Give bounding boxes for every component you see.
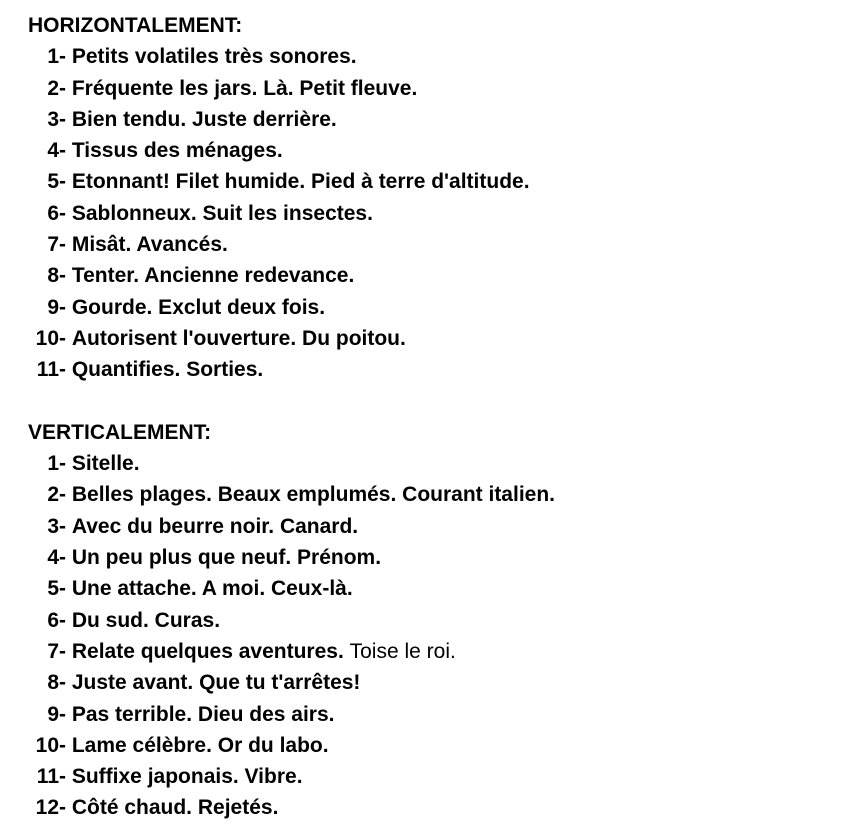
clue-number: 11- <box>36 765 66 789</box>
clue-text: Autorisent l'ouverture. Du poitou. <box>71 326 406 350</box>
clue-text: Sitelle. <box>71 452 140 476</box>
vertical-clue <box>28 699 555 730</box>
vertical-clue <box>28 479 555 510</box>
clue-number: 2- <box>47 76 66 100</box>
clue-number: 2- <box>47 483 66 507</box>
vertical-clue <box>28 730 555 761</box>
clue-text: Juste avant. Que tu t'arrêtes! <box>71 671 361 695</box>
clue-number: 9- <box>47 702 66 726</box>
clue-number: 5- <box>47 577 66 601</box>
clue-number: 10- <box>35 733 66 757</box>
clue-number: 6- <box>47 608 66 632</box>
clue-text: Etonnant! Filet humide. Pied à terre d'altitude. <box>71 170 530 194</box>
vertical-clue <box>28 448 555 479</box>
vertical-clue <box>28 511 555 542</box>
clue-text: Gourde. Exclut deux fois. <box>71 295 326 319</box>
clue-text: Suffixe japonais. Vibre. <box>71 765 303 789</box>
horizontal-heading: HORIZONTALEMENT: <box>28 14 243 37</box>
horizontal-clue <box>28 41 555 72</box>
clue-number: 12- <box>35 796 66 820</box>
clue-text: Lame célèbre. Or du labo. <box>71 733 329 757</box>
clue-text: Tenter. Ancienne redevance. <box>71 264 355 288</box>
horizontal-clue <box>28 73 555 104</box>
clue-number: 11- <box>36 358 66 382</box>
vertical-clue <box>28 636 555 667</box>
clue-number: 6- <box>47 201 66 225</box>
horizontal-clue <box>28 198 555 229</box>
vertical-clue <box>28 792 555 823</box>
horizontal-clue <box>28 323 555 354</box>
clue-text: Avec du beurre noir. Canard. <box>71 514 359 538</box>
horizontal-clue <box>28 292 555 323</box>
clue-number: 8- <box>47 671 66 695</box>
clue-text: Côté chaud. Rejetés. <box>71 796 279 820</box>
clue-number: 1- <box>47 45 66 69</box>
clue-number: 10- <box>35 326 66 350</box>
clue-text: Bien tendu. Juste derrière. <box>71 107 337 131</box>
horizontal-clue <box>28 354 555 385</box>
clue-text: Misât. Avancés. <box>71 233 228 257</box>
clue-number: 4- <box>47 139 66 163</box>
vertical-clue <box>28 761 555 792</box>
clue-number: 4- <box>47 546 66 570</box>
horizontal-clue <box>28 166 555 197</box>
crossword-clues-document <box>28 10 555 824</box>
horizontal-clue <box>28 104 555 135</box>
horizontal-clue-list <box>28 41 555 385</box>
clue-text: Du sud. Curas. <box>71 608 221 632</box>
vertical-clue <box>28 605 555 636</box>
clue-number: 3- <box>47 514 66 538</box>
clue-text: Fréquente les jars. Là. Petit fleuve. <box>71 76 418 100</box>
clue-text: Une attache. A moi. Ceux-là. <box>71 577 353 601</box>
vertical-clue <box>28 542 555 573</box>
clue-text: Tissus des ménages. <box>71 139 283 163</box>
clue-number: 7- <box>47 233 66 257</box>
vertical-clue <box>28 667 555 698</box>
horizontal-clue <box>28 229 555 260</box>
vertical-heading: VERTICALEMENT: <box>28 420 212 444</box>
horizontal-clue <box>28 260 555 291</box>
clue-text: Quantifies. Sorties. <box>71 358 264 382</box>
clue-text: Petits volatiles très sonores. <box>71 45 357 69</box>
clue-text: Sablonneux. Suit les insectes. <box>71 201 373 225</box>
vertical-clue <box>28 573 555 604</box>
clue-text: Un peu plus que neuf. Prénom. <box>71 546 382 570</box>
clue-text: Relate quelques aventures. <box>71 639 344 663</box>
clue-text-normal: Toise le roi. <box>349 639 456 663</box>
clue-text: Pas terrible. Dieu des airs. <box>71 702 335 726</box>
clue-number: 7- <box>47 639 66 663</box>
clue-number: 8- <box>47 264 66 288</box>
vertical-clue-list <box>28 448 555 824</box>
clue-number: 5- <box>47 170 66 194</box>
horizontal-clue <box>28 135 555 166</box>
clue-number: 3- <box>47 107 66 131</box>
section-spacer <box>28 386 555 417</box>
clue-number: 9- <box>47 295 66 319</box>
clue-text: Belles plages. Beaux emplumés. Courant italien. <box>71 483 555 507</box>
clue-number: 1- <box>47 452 66 476</box>
